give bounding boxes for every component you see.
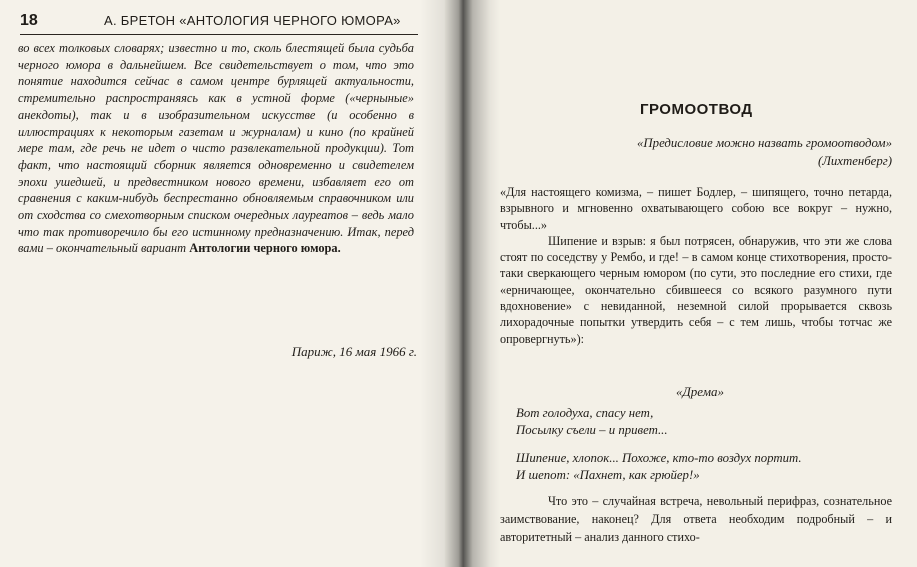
running-head <box>20 12 418 35</box>
paragraph-2: Шипение и взрыв: я был потрясен, обнаружив, что эти же слова стоят по соседству у Рембо, и где! – в самом конце стихотворения, просто-таки сверкающего черным юмором (по сути, это последние его стихи, где «ерничающее, окончательно сбившееся со всякого разумного пути вдохновение» с невиданной, неземной силой прорывается сквозь лихорадочные попытки утвердить себя – с тем лишь, чтобы тотчас же опровергнуть»): <box>500 233 892 346</box>
paragraph-3: Что это – случайная встреча, невольный перифраз, сознательное заимствование, наконец? Для ответа необходим подробный – и авторитетный – анализ данного стихо- <box>500 494 892 544</box>
epigraph <box>540 134 892 170</box>
right-page-body <box>500 184 892 347</box>
running-head-title: А. БРЕТОН «АНТОЛОГИЯ ЧЕРНОГО ЮМОРА» <box>104 13 401 28</box>
paragraph-1: «Для настоящего комизма, – пишет Бодлер, – шипящего, точно петарда, взрывного и мгновенно охватывающего собою все вокруг – нужно, чтобы...» <box>500 185 892 232</box>
dateline: Париж, 16 мая 1966 г. <box>291 344 417 359</box>
page-number: 18 <box>20 12 38 29</box>
poem-stanza-2 <box>516 450 896 484</box>
chapter-title: ГРОМООТВОД <box>640 101 753 118</box>
left-page-body <box>18 40 414 257</box>
epigraph-quote: «Предисловие можно назвать громоотводом» <box>637 136 892 150</box>
poem-title: «Дрема» <box>675 384 724 399</box>
right-page-tail <box>500 492 892 546</box>
anthology-title-bold: Антологии черного юмора. <box>189 241 341 256</box>
poem-line: Вот голодуха, спасу нет, <box>516 406 654 420</box>
poem-line: И шепот: «Пахнет, как грюйер!» <box>516 468 700 482</box>
poem-line: Посылку съели – и привет... <box>516 423 668 437</box>
epigraph-author: (Лихтенберг) <box>817 154 892 168</box>
left-body-text: во всех толковых словарях; известно и то, сколь блестящей была судьба черного юмора в дальнейшем. Все свидетельствует о том, что это понятие находится сейчас в самом центре бурлящей актуальности, стремительно распространяясь как в устной форме («черныные» анекдоты), так и в изобразительном искусстве (и особенно в иллюстрациях к некоторым газетам и журналам) и кино (по крайней мере там, где речь не идет о чисто развлекательной продукции). Тот факт, что настоящий сборник является одновременно и свидетелем эпохи ушедшей, и предвестником нового времени, избавляет его от сравнения с каким-нибудь беспрестанно обновляемым справочником или от сходства со смехотворным списком очередных лауреатов – ведь мало что так противоречило бы его истинному предназначению. Итак, перед вами – окончательный вариант <box>18 41 414 256</box>
poem-stanza-1 <box>516 405 896 439</box>
poem-line: Шипение, хлопок... Похоже, кто-то воздух портит. <box>516 451 802 465</box>
